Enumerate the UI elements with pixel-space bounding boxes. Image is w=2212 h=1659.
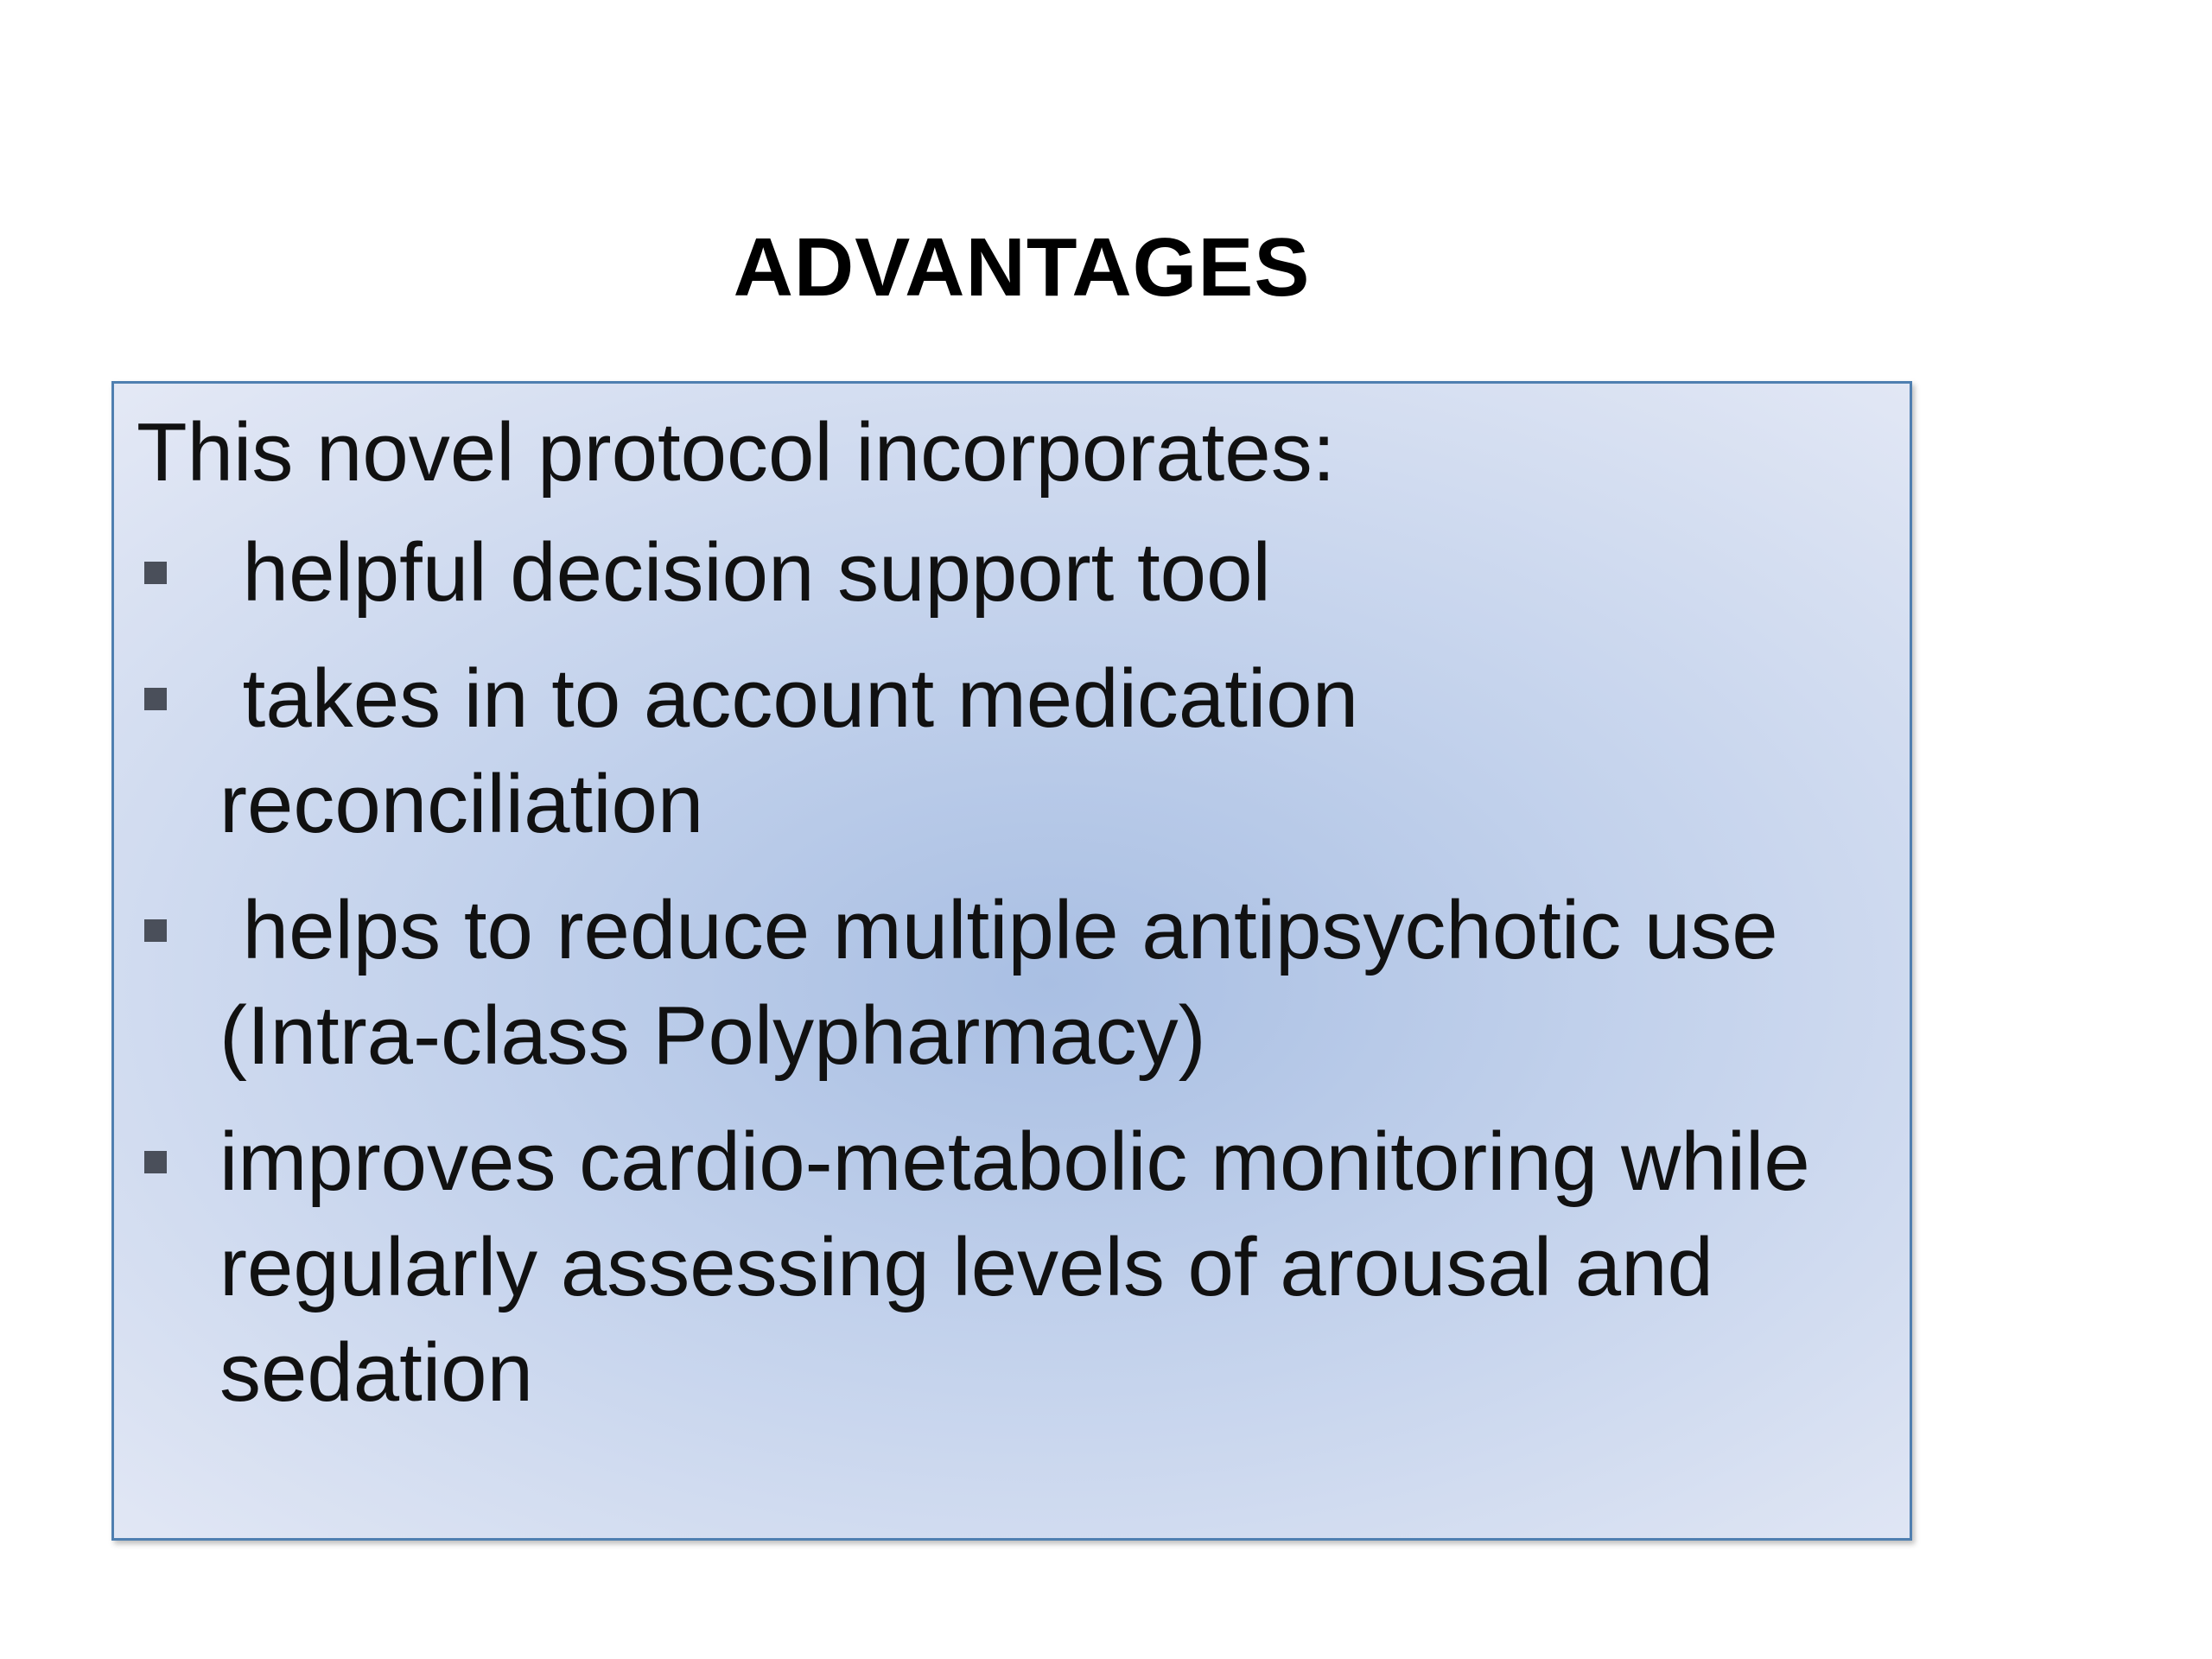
- bullet-text: helpful decision support tool: [219, 526, 1271, 619]
- square-bullet-icon: [144, 919, 167, 942]
- list-item: [114, 878, 1910, 1089]
- bullet-text: improves cardio-metabolic monitoring while regularly assessing levels of arousal and sedation: [219, 1116, 1834, 1419]
- list-item: [114, 520, 1910, 626]
- bullet-text: helps to reduce multiple antipsychotic use (Intra-class Polypharmacy): [219, 884, 1802, 1082]
- bullet-text: takes in to account medication reconciliation: [219, 652, 1382, 850]
- intro-text: This novel protocol incorporates:: [137, 406, 1336, 499]
- square-bullet-icon: [144, 562, 167, 584]
- content-box: [111, 381, 1912, 1541]
- slide-title: ADVANTAGES: [733, 221, 1311, 314]
- square-bullet-icon: [144, 1151, 167, 1173]
- bullet-list: [114, 520, 1910, 1446]
- square-bullet-icon: [144, 688, 167, 710]
- list-item: [114, 646, 1910, 857]
- list-item: [114, 1109, 1910, 1426]
